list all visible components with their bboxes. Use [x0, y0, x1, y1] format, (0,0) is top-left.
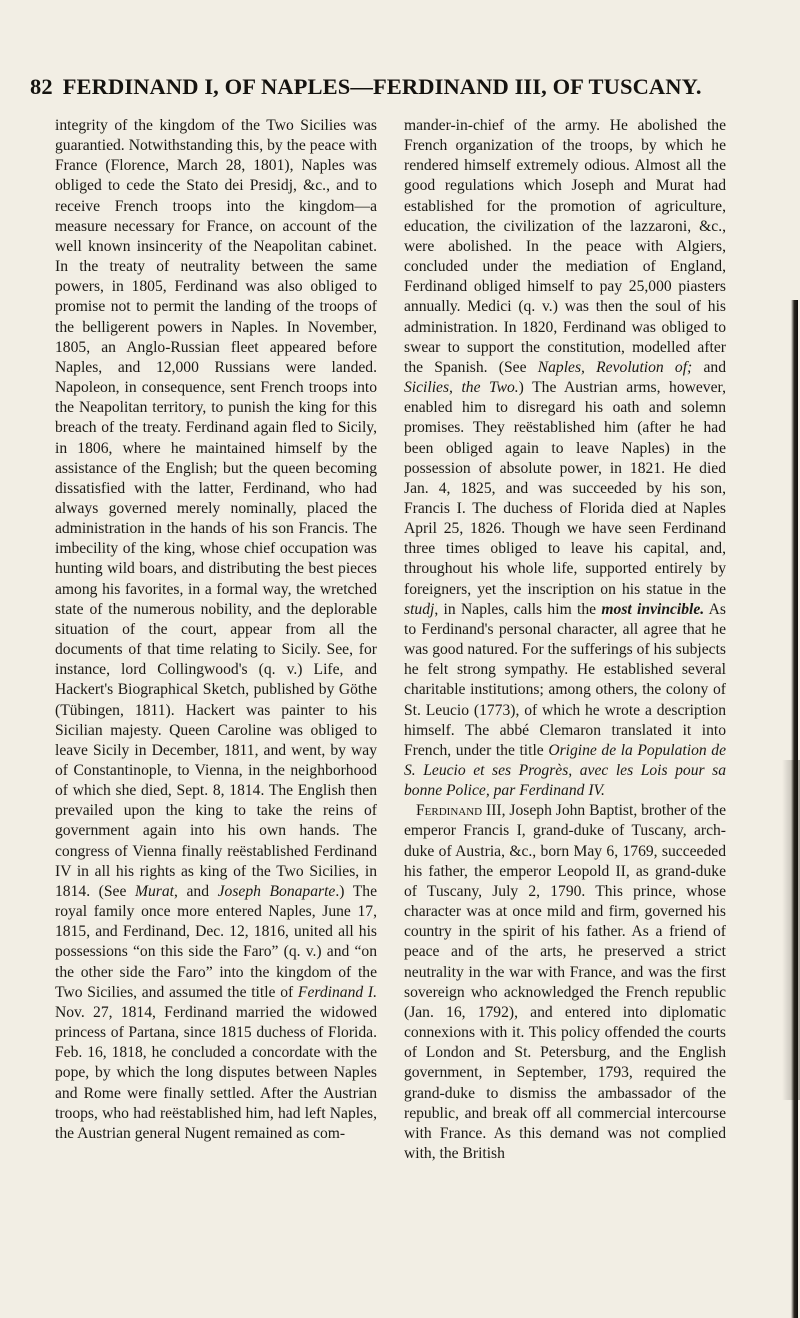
text-run: mander-in-chief of the army. He abolished the French organization of the troops, by which he rendered himself extremely odious. Almost all the good regulations which Joseph and Murat had established for the promotion of agriculture, education, the civilization of the lazzaroni, &c., were abolished. In the peace with Algiers, concluded under the mediation of England, Ferdinand obliged himself to pay 25,000 piasters annually. Medici (q. v.) was then the soul of his administration. In 1820, Ferdinand was obliged to swear to support the constitution, modelled after the Spanish. (See: [404, 117, 726, 376]
text-run: Naples, Revolution of;: [537, 358, 704, 376]
left-column-paragraph: [55, 116, 377, 1144]
text-run: Nov. 27, 1814, Ferdinand married the widowed princess of Partana, since 1815 duchess of Florida. Feb. 16, 1818, he concluded a concordate with the pope, by which the long disputes between Naples and Rome were finally settled. After the Austrian troops, who had reëstablished him, had left Naples, the Austrian general Nugent remained as com-: [55, 1003, 377, 1142]
text-run: Joseph Bonaparte: [217, 882, 336, 900]
text-run: , and: [173, 882, 218, 900]
running-title: FERDINAND I, OF NAPLES—FERDINAND III, OF TUSCANY.: [62, 74, 702, 99]
right-column-paragraph-1: [404, 116, 726, 801]
text-run: As to Ferdinand's personal character, all agree that he was good natured. For the sufferings of his subjects he felt strong sympathy. He established several charitable institutions; among others, the colony of St. Leucio (1773), of which he wrote a description himself. The abbé Clemaron translated it into French, under the title: [404, 600, 726, 759]
text-run: , in Naples, calls him the: [434, 600, 602, 618]
text-run: studj: [404, 600, 435, 618]
text-run: .) The royal family once more entered Naples, June 17, 1815, and Ferdinand, Dec. 12, 1816, united all his possessions “on this side the Faro” (q. v.) and “on the other side the Faro” into the kingdom of the Two Sicilies, and assumed the title of: [55, 882, 377, 1001]
right-column: [404, 116, 726, 1164]
right-column-paragraph-2: [404, 801, 726, 1164]
page-number: 82: [30, 74, 53, 99]
text-run: integrity of the kingdom of the Two Sicilies was guarantied. Notwithstanding this, by the peace with France (Florence, March 28, 1801), Naples was obliged to cede the Stato dei Presidj, &c., and to receive French troops into the kingdom—a measure necessary for France, on account of the well known insincerity of the Neapolitan cabinet. In the treaty of neutrality between the same powers, in 1805, Ferdinand was also obliged to promise not to permit the landing of the troops of the belligerent powers in Naples. In November, 1805, an Anglo-Russian fleet appeared before Naples, and 12,000 Russians were landed. Napoleon, in consequence, sent French troops into the Neapolitan territory, to punish the king for this breach of the treaty. Ferdinand again fled to Sicily, in 1806, where he maintained himself by the assistance of the English; but the queen becoming dissatisfied with the latter, Ferdinand, who had always governed merely nominally, placed the administration in the hands of his son Francis. The imbecility of the king, whose chief occupation was hunting wild boars, and distributing the best pieces among his favorites, in a formal way, the wretched state of the numerous nobility, and the deplorable situation of the court, appear from all the documents of that time relating to Sicily. See, for instance, lord Collingwood's (q. v.) Life, and Hackert's Biographical Sketch, published by Göthe (Tübingen, 1811). Hackert was painter to his Sicilian majesty. Queen Caroline was obliged to leave Sicily in December, 1811, and went, by way of Constantinople, to Vienna, in the neighborhood of which she died, Sept. 8, 1814. The English then prevailed upon the king to take the reins of government again into his own hands. The congress of Vienna finally reëstablished Ferdinand IV in all his rights as king of the Two Sicilies, in 1814. (See: [55, 117, 377, 900]
page-edge-shading: [782, 760, 800, 1100]
text-run: ) The Austrian arms, however, enabled him to disregard his oath and solemn promises. They reëstablished him (after he had been obliged again to leave Naples) in the possession of absolute power, in 1821. He died Jan. 4, 1825, and was succeeded by his son, Francis I. The duchess of Florida died at Naples April 25, 1826. Though we have seen Ferdinand three times obliged to leave his capital, and, throughout his whole life, supported entirely by foreigners, yet the inscription on his statue in the: [404, 379, 726, 598]
text-run: Ferdinand: [416, 802, 483, 820]
text-run: and: [703, 358, 726, 376]
text-run: Ferdinand I.: [297, 983, 377, 1001]
text-run: Sicilies, the Two.: [404, 379, 519, 397]
text-run: III, Joseph John Baptist, brother of the emperor Francis I, grand-duke of Tuscany, arch-duke of Austria, &c., born May 6, 1769, succeeded his father, the emperor Leopold II, as grand-duke of Tuscany, July 2, 1790. This prince, whose character was at once mild and firm, governed his country in the spirit of his father. As a friend of peace and of the arts, he preserved a strict neutrality in the war with France, and was the first sovereign who acknowledged the French republic (Jan. 16, 1792), and entered into diplomatic connexions with it. This policy offended the courts of London and St. Petersburg, and the English government, in September, 1793, required the grand-duke to dismiss the ambassador of the republic, and break off all commercial intercourse with France. As this demand was not complied with, the British: [404, 802, 726, 1162]
running-header: [30, 74, 770, 100]
left-column: [55, 116, 377, 1144]
text-run: Murat: [135, 882, 174, 900]
text-run: most invincible.: [601, 600, 705, 618]
text-run: Origine de la Population de S. Leucio et ses Progrès, avec les Lois pour sa bonne Police, par Ferdinand IV.: [404, 741, 726, 800]
